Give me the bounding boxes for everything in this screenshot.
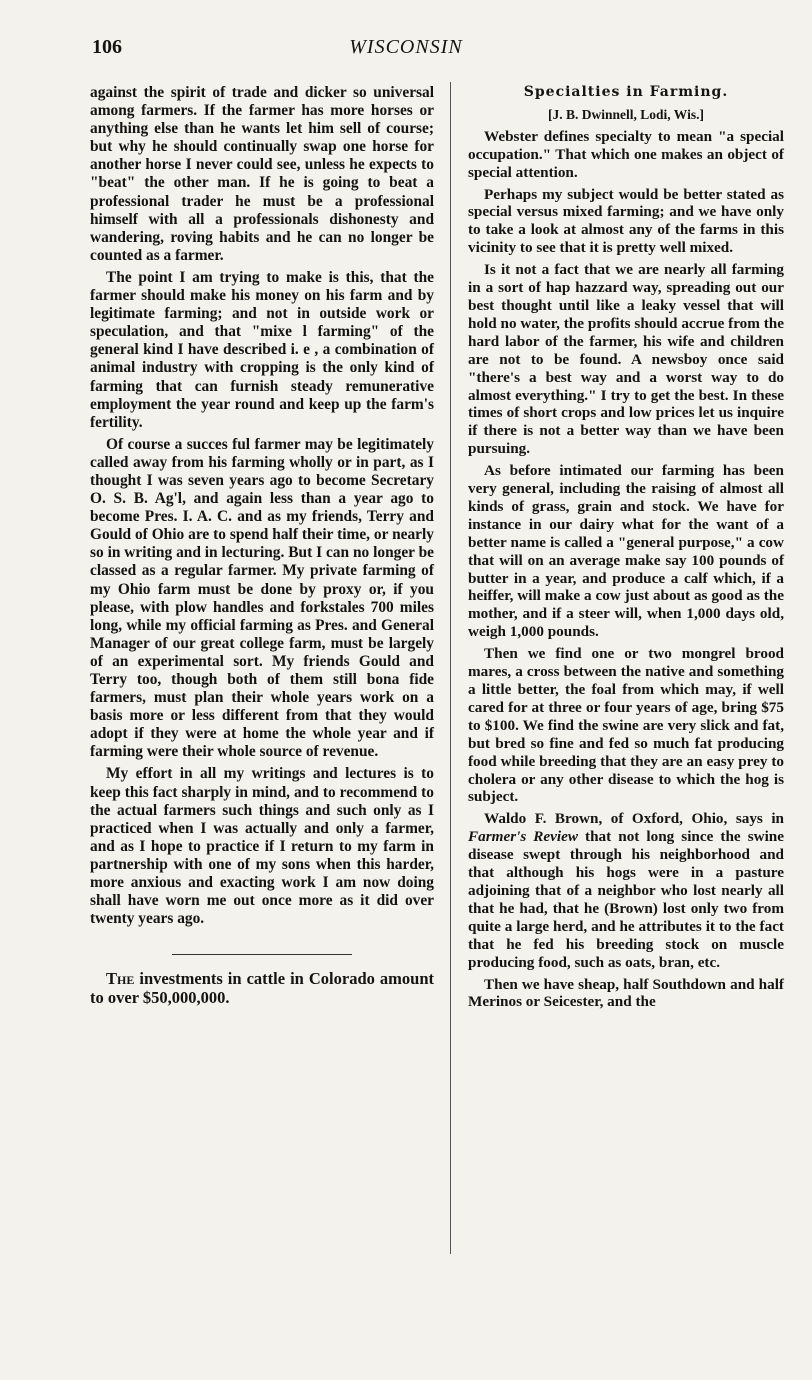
paragraph: Is it not a fact that we are nearly all farming in a sort of hap hazzard way, spreading out our best thought until like a leaky vessel that will hold no water, the profits should accrue from the hard labor of the farmer, his wife and children are not to be found. A newsboy once said "there's a best way and a worst way to do almost everything." I try to get the best. In these times of short crops and low prices let us inquire if there is not a better way than we have been pursuing.	[468, 261, 784, 458]
right-column	[468, 84, 784, 1015]
section-divider	[172, 954, 352, 955]
left-column	[90, 84, 434, 1011]
paragraph: Then we have sheap, half Southdown and half Merinos or Seicester, and the	[468, 975, 784, 1011]
publication-title: Farmer's Review	[468, 828, 578, 846]
paragraph: Perhaps my subject would be better stated as special versus mixed farming; and we have only to take a look at almost any of the farms in this vicinity to see that it is pretty well mixed.	[468, 185, 784, 257]
paragraph: As before intimated our farming has been very general, including the raising of almost all kinds of grass, grain and stock. We have for instance in our dairy what for the want of a better name is called a "general purpose," a cow that will on an average make say 100 pounds of butter in a year, and produce a calf which, if a heiffer, will make a cow just about as good as the mother, and if a steer will, when 1,000 days old, weigh 1,000 pounds.	[468, 462, 784, 641]
page-number: 106	[92, 36, 122, 58]
note-lead: The	[106, 969, 135, 989]
running-title: WISCONSIN	[349, 36, 463, 58]
news-note	[90, 969, 434, 1007]
paragraph: Then we find one or two mongrel brood mares, a cross between the native and something a little better, the foal from which may, if well cared for at three or four years of age, bring $75 to $100. We find the swine are very slick and fat, but bred so fine and fed so much fat producing food while breeding that they are an easy prey to cholera or any other disease to which the hog is subject.	[468, 645, 784, 806]
paragraph	[468, 810, 784, 971]
brown-text-end: that not long since the swine disease swept through his neighborhood and that although his hogs were in a pasture adjoining that of a neighbor who lost nearly all that he had, that he (Brown) lost only two from quite a large herd, and he attributes it to the fact that he fed his breeding stock on muscle producing food, such as oats, bran, etc.	[468, 828, 784, 971]
brown-text-start: Waldo F. Brown, of Oxford, Ohio, says in	[484, 810, 784, 828]
note-text: investments in cattle in Colorado amount to over $50,000,000.	[90, 969, 434, 1008]
paragraph: Of course a succes ful farmer may be legitimately called away from his farming wholly or in part, as I thought I was seven years ago to become Secretary O. S. B. Ag'l, and again less than a year ago to become Pres. I. A. C. and as my friends, Terry and Gould of Ohio are to spend half their time, or nearly so in writing and in lecturing. But I can no longer be classed as a regular farmer. My private farming of my Ohio farm must be done by proxy or, if you please, with plow handles and forkstales 700 miles long, while my official farming as Pres. and General Manager of our great college farm, must be largely of an experimental sort. My friends Gould and Terry too, though both of them still bona fide farmers, must plan their whole years work on a basis more or less different from that they would adopt if they were at home the whole year and if farming were their whole source of revenue.	[90, 435, 434, 761]
paragraph: against the spirit of trade and dicker so universal among farmers. If the farmer has more horses or anything else than he wants let him sell of course; but why he should continually swap one horse for another horse I never could see, unless he expects to "beat" the other man. If he is going to beat a professional trader he must be a professional himself with all a professionals dishonesty and wandering, roving habits and he can no longer be counted as a farmer.	[90, 84, 434, 264]
article-title: Specialties in Farming.	[523, 84, 729, 100]
column-divider	[450, 82, 451, 1254]
paragraph: My effort in all my writings and lectures is to keep this fact sharply in mind, and to recommend to the actual farmers such things and such only as I practiced when I was actually and only a farmer, and as I hope to practice if I return to my farm in partnership with one of my sons when this harder, more anxious and exacting work I am now doing shall have worn me out once more as it did over twenty years ago.	[90, 765, 434, 928]
page-header	[0, 22, 812, 58]
paragraph: Webster defines specialty to mean "a special occupation." That which one makes an object of special attention.	[468, 127, 784, 181]
article-byline: [J. B. Dwinnell, Lodi, Wis.]	[548, 106, 704, 122]
paragraph: The point I am trying to make is this, that the farmer should make his money on his farm and by legitimate farming; and not in outside work or speculation, and that "mixe l farming" of the general kind I have described i. e , a combination of animal industry with cropping is the only kind of farming that can furnish steady remunerative employment the year round and keep up the farm's fertility.	[90, 268, 434, 431]
